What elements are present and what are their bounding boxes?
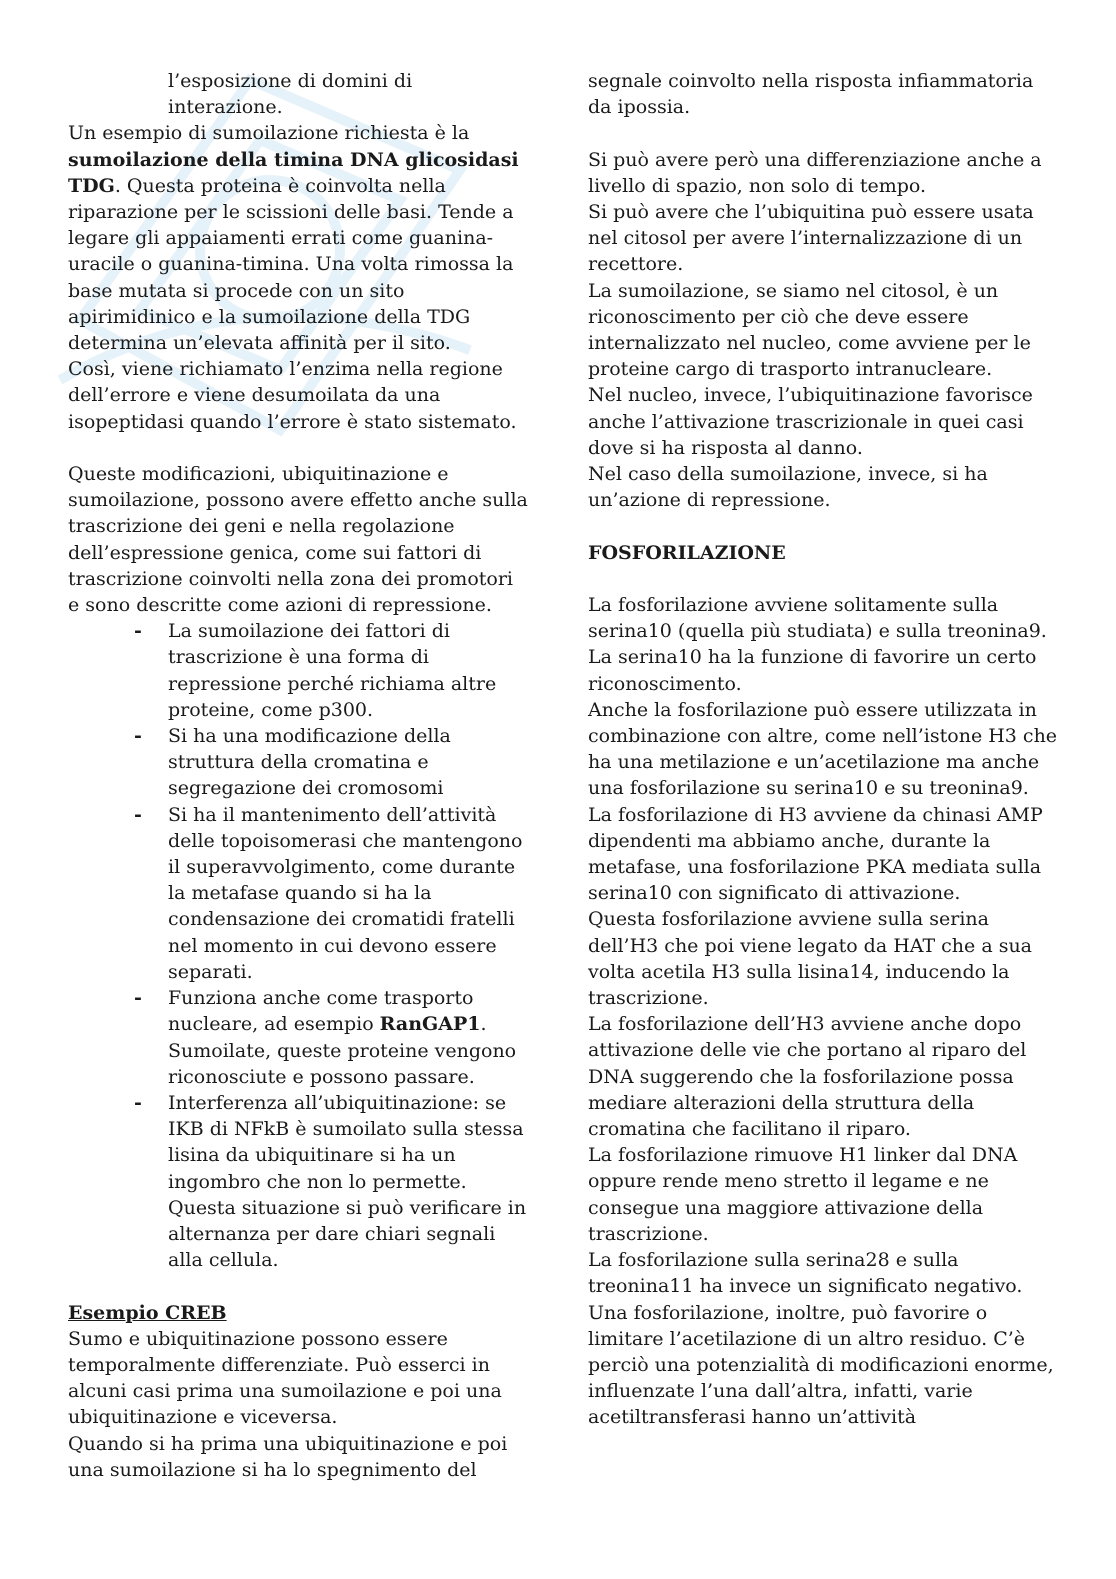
paragraph: La fosforilazione sulla serina28 e sulla treonina11 ha invece un significato negativo. Una fosforilazione, inoltre, può favorire o limitare l’acetilazione di un altro residuo. C’è perciò una potenzialità di modificazioni enorme, influenzate l’una dall’altra, infatti, varie acetiltransferasi hanno un’attività	[588, 1249, 1054, 1429]
paragraph: Nel caso della sumoilazione, invece, si ha un’azione di repressione.	[588, 463, 988, 512]
text-span: Un esempio di sumoilazione richiesta è la	[68, 122, 470, 145]
paragraph: Questa fosforilazione avviene sulla serina dell’H3 che poi viene legato da HAT che a sua volta acetila H3 sulla lisina14, inducendo la trascrizione.	[588, 908, 1033, 1010]
right-column	[588, 68, 1058, 1431]
paragraph: Sumo e ubiquitinazione possono essere temporalmente differenziate. Può esserci in alcuni casi prima una sumoilazione e poi una ubiquitinazione e viceversa.	[68, 1327, 502, 1429]
list-item: - Interferenza all’ubiquitinazione: se IKB di NFkB è sumoilato sulla stessa lisina da ubiquitinare si ha un ingombro che non lo permette. Questa situazione si può verificare in alternanza per dare chiari segnali alla cellula.	[68, 1090, 528, 1273]
text-line: l’esposizione di domini di	[168, 70, 413, 92]
bullet-list	[68, 618, 528, 1273]
bold-term: RanGAP1	[379, 1013, 481, 1036]
text-span: . Sumoilate, queste proteine vengono riconosciute e possono passare.	[168, 1013, 517, 1088]
paragraph: segnale coinvolto nella risposta infiammatoria da ipossia.	[588, 70, 1034, 119]
tdg-paragraph	[68, 120, 528, 356]
paragraph: Si può avere però una differenziazione anche a livello di spazio, non solo di tempo.	[588, 148, 1042, 197]
section-heading: FOSFORILAZIONE	[588, 541, 786, 564]
paragraph: La sumoilazione, se siamo nel citosol, è un riconoscimento per ciò che deve essere internalizzato nel nucleo, come avviene per le proteine cargo di trasporto intranucleare.	[588, 279, 1031, 381]
list-item	[68, 985, 528, 1090]
spacer	[588, 566, 1058, 592]
spacer	[68, 435, 528, 461]
paragraph: Queste modificazioni, ubiquitinazione e sumoilazione, possono avere effetto anche sulla trascrizione dei geni e nella regolazione dell’espressione genica, come sui fattori di trascrizione coinvolti nella zona dei promotori e sono descritte come azioni di repressione.	[68, 463, 528, 617]
paragraph: La fosforilazione rimuove H1 linker dal DNA oppure rende meno stretto il legame e ne consegue una maggiore attivazione della trascrizione.	[588, 1144, 1018, 1245]
paragraph: Così, viene richiamato l’enzima nella regione dell’errore e viene desumoilata da una isopeptidasi quando l’errore è stato sistemato.	[68, 358, 517, 433]
spacer	[588, 120, 1058, 146]
list-item: - Si ha il mantenimento dell’attività delle topoisomerasi che mantengono il superavvolgimento, come durante la metafase quando si ha la condensazione dei cromatidi fratelli nel momento in cui devono essere separati.	[68, 802, 528, 985]
paragraph: Anche la fosforilazione può essere utilizzata in combinazione con altre, come nell’istone H3 che ha una metilazione e un’acetilazione ma anche una fosforilazione su serina10 e su treonina9.	[588, 698, 1058, 800]
left-column	[68, 68, 528, 1483]
paragraph: Nel nucleo, invece, l’ubiquitinazione favorisce anche l’attivazione trascrizionale in quei casi dove si ha risposta al danno.	[588, 384, 1033, 459]
bold-term: sumoilazione della timina DNA glicosidasi TDG	[68, 148, 519, 197]
spacer	[588, 513, 1058, 539]
paragraph: Si può avere che l’ubiquitina può essere usata nel citosol per avere l’internalizzazione di un recettore.	[588, 201, 1034, 276]
paragraph: Quando si ha prima una ubiquitinazione e poi una sumoilazione si ha lo spegnimento del	[68, 1432, 508, 1481]
paragraph: La fosforilazione di H3 avviene da chinasi AMP dipendenti ma abbiamo anche, durante la metafase, una fosforilazione PKA mediata sulla serina10 con significato di attivazione.	[588, 803, 1043, 905]
paragraph: La fosforilazione dell’H3 avviene anche dopo attivazione delle vie che portano al riparo del DNA suggerendo che la fosforilazione possa mediare alterazioni della struttura della cromatina che facilitano il riparo.	[588, 1013, 1027, 1141]
list-item: - Si ha una modificazione della struttura della cromatina e segregazione dei cromosomi	[68, 723, 528, 802]
spacer	[68, 1273, 528, 1299]
paragraph: La fosforilazione avviene solitamente sulla serina10 (quella più studiata) e sulla treonina9.	[588, 594, 1047, 643]
paragraph: La serina10 ha la funzione di favorire un certo riconoscimento.	[588, 646, 1037, 695]
continued-text	[68, 68, 528, 120]
text-span: . Questa proteina è coinvolta nella riparazione per le scissioni delle basi. Tende a legare gli appaiamenti errati come guanina-uracile o guanina-timina. Una volta rimossa la base mutata si procede con un sito apirimidinico e la sumoilazione della TDG determina un’elevata affinità per il sito.	[68, 174, 514, 355]
section-heading: Esempio CREB	[68, 1301, 227, 1324]
text-span: Funziona anche come trasporto nucleare, ad esempio	[168, 987, 474, 1036]
list-item: - La sumoilazione dei fattori di trascrizione è una forma di repressione perché richiama altre proteine, come p300.	[68, 618, 528, 723]
text-line: interazione.	[168, 96, 283, 119]
